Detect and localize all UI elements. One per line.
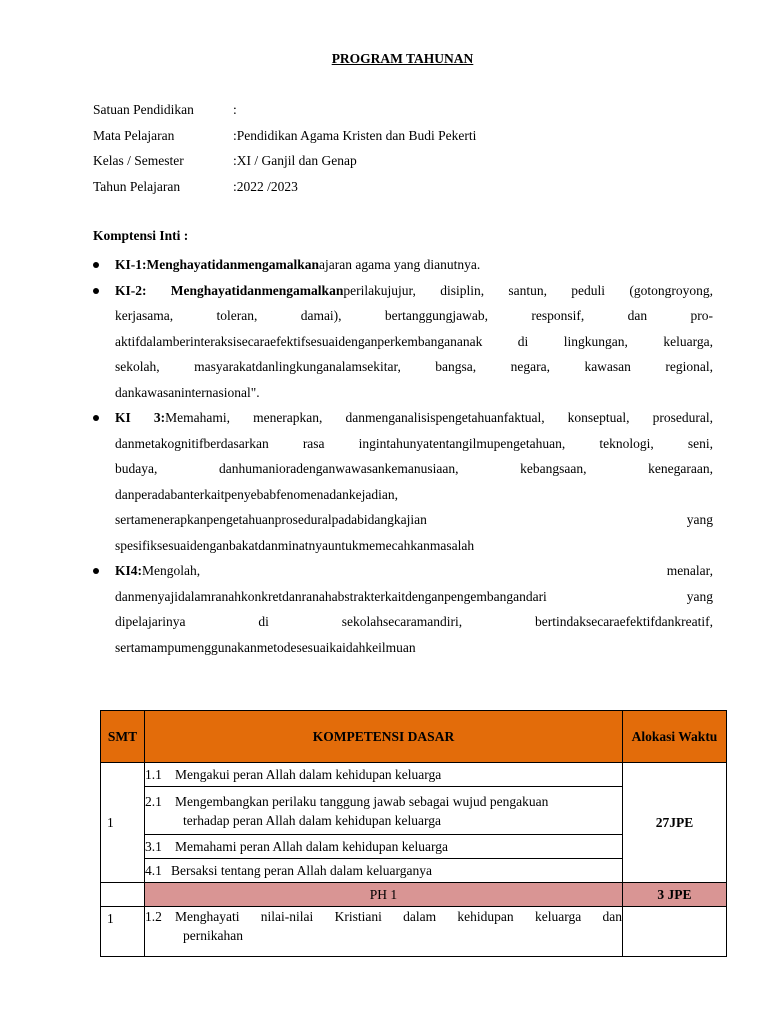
meta-row — [93, 177, 476, 203]
ki-item — [93, 252, 713, 278]
ki-code: KI-1:Menghayatidanmengamalkan — [115, 257, 320, 272]
kd-item — [145, 907, 623, 957]
ki-list — [93, 252, 713, 660]
meta-value: :Pendidikan Agama Kristen dan Budi Pekerti — [233, 127, 477, 143]
ki-line: sertamenerapkanpengetahuanproseduralpadabidangkajian yang — [115, 512, 713, 527]
ki-item — [93, 405, 713, 558]
ki-text: Mengolah, menalar, — [142, 563, 713, 578]
kd-item — [145, 787, 623, 835]
meta-value: :XI / Ganjil dan Genap — [233, 153, 357, 168]
ki-line: danmenyajidalamranahkonkretdanranahabstrakterkaitdenganpengembangandari yang — [115, 588, 713, 604]
ki-text: perilakujujur, disiplin, santun, peduli (gotongroyong, — [343, 282, 713, 298]
kd-number: 2.1 — [145, 793, 162, 809]
table-row — [101, 763, 727, 787]
cell-smt: 1 — [101, 763, 145, 883]
ki-code: KI4: — [115, 563, 142, 578]
header-alokasi-waktu: Alokasi Waktu — [623, 711, 727, 763]
ki-item — [93, 278, 713, 406]
cell-smt: 1 — [101, 907, 145, 957]
kd-text: Bersaksi tentang peran Allah dalam keluarganya — [171, 863, 433, 878]
ph-label: PH 1 — [145, 883, 623, 907]
ki-item — [93, 558, 713, 660]
ki-line: dipelajarinya di sekolahsecaramandiri, bertindaksecaraefektifdankreatif, — [115, 614, 713, 629]
kd-item — [145, 859, 623, 883]
ki-line: dankawasaninternasional". — [115, 384, 260, 400]
kd-number: 1.1 — [145, 767, 162, 782]
ki-heading: Komptensi Inti : — [93, 228, 189, 243]
kd-line: terhadap peran Allah dalam kehidupan keluarga — [183, 812, 442, 828]
ki-line — [115, 558, 713, 584]
meta-row — [93, 126, 476, 152]
kd-text: Mengakui peran Allah dalam kehidupan keluarga — [175, 767, 442, 782]
kd-text: Mengembangkan perilaku tanggung jawab sebagai wujud pengakuan — [175, 793, 549, 809]
ki-text: ajaran agama yang dianutnya. — [319, 257, 481, 272]
kd-number: 1.2 — [145, 909, 162, 924]
meta-value: : — [233, 102, 237, 117]
ki-line: sertamampumenggunakanmetodesesuaikaidahkeilmuan — [115, 639, 416, 655]
ki-line — [115, 405, 713, 431]
kd-number: 3.1 — [145, 839, 162, 854]
ki-line: sekolah, masyarakatdanlingkunganalamsekitar, bangsa, negara, kawasan regional, — [115, 359, 713, 374]
kd-number: 4.1 — [145, 863, 162, 878]
kd-line — [145, 792, 622, 811]
table-row — [101, 907, 727, 957]
ki-line: budaya, danhumanioradenganwawasankemanusiaan, kebangsaan, kenegaraan, — [115, 461, 713, 476]
meta-row — [93, 151, 476, 177]
kd-text: Memahami peran Allah dalam kehidupan keluarga — [175, 839, 449, 854]
meta-row — [93, 100, 476, 126]
meta-label: Kelas / Semester — [93, 153, 184, 168]
meta-label: Mata Pelajaran — [93, 127, 175, 143]
page-title: PROGRAM TAHUNAN — [331, 51, 474, 66]
ki-line: danmetakognitifberdasarkan rasa ingintahunyatentangilmupengetahuan, teknologi, seni, — [115, 435, 713, 451]
ki-line — [115, 252, 713, 278]
bullet-icon — [93, 262, 99, 268]
cell-empty — [101, 883, 145, 907]
header-smt: SMT — [101, 711, 145, 763]
bullet-icon — [93, 415, 99, 421]
kd-text: Menghayati nilai-nilai Kristiani dalam kehidupan keluarga dan — [175, 909, 622, 924]
ki-line — [115, 278, 713, 304]
ki-line: aktifdalamberinteraksisecaraefektifsesuaidenganperkembangananak di lingkungan, keluarga, — [115, 333, 713, 349]
ki-line: spesifiksesuaidenganbakatdanminatnyauntukmemecahkanmasalah — [115, 537, 475, 553]
meta-label: Satuan Pendidikan — [93, 102, 194, 117]
cell-alokasi: 27JPE — [623, 763, 727, 883]
ki-text: Memahami, menerapkan, danmenganalisispengetahuanfaktual, konseptual, prosedural, — [165, 410, 713, 425]
identity-block — [93, 100, 476, 202]
kd-item — [145, 835, 623, 859]
bullet-icon — [93, 568, 99, 574]
ph-row — [101, 883, 727, 907]
ki-line: danperadabanterkaitpenyebabfenomenadankejadian, — [115, 486, 398, 502]
meta-value: :2022 /2023 — [233, 178, 298, 194]
kd-item — [145, 763, 623, 787]
kd-line — [145, 907, 622, 926]
kd-table — [100, 710, 727, 957]
header-kompetensi-dasar: KOMPETENSI DASAR — [145, 711, 623, 763]
ki-line: kerjasama, toleran, damai), bertanggungjawab, responsif, dan pro- — [115, 308, 713, 323]
ki-code: KI 3: — [115, 410, 166, 425]
meta-label: Tahun Pelajaran — [93, 178, 181, 194]
ki-code: KI-2: Menghayatidanmengamalkan — [115, 282, 344, 298]
bullet-icon — [93, 288, 99, 294]
kd-line: pernikahan — [183, 928, 243, 943]
ph-alokasi: 3 JPE — [623, 883, 727, 907]
table-header-row — [101, 711, 727, 763]
cell-alokasi — [623, 907, 727, 957]
